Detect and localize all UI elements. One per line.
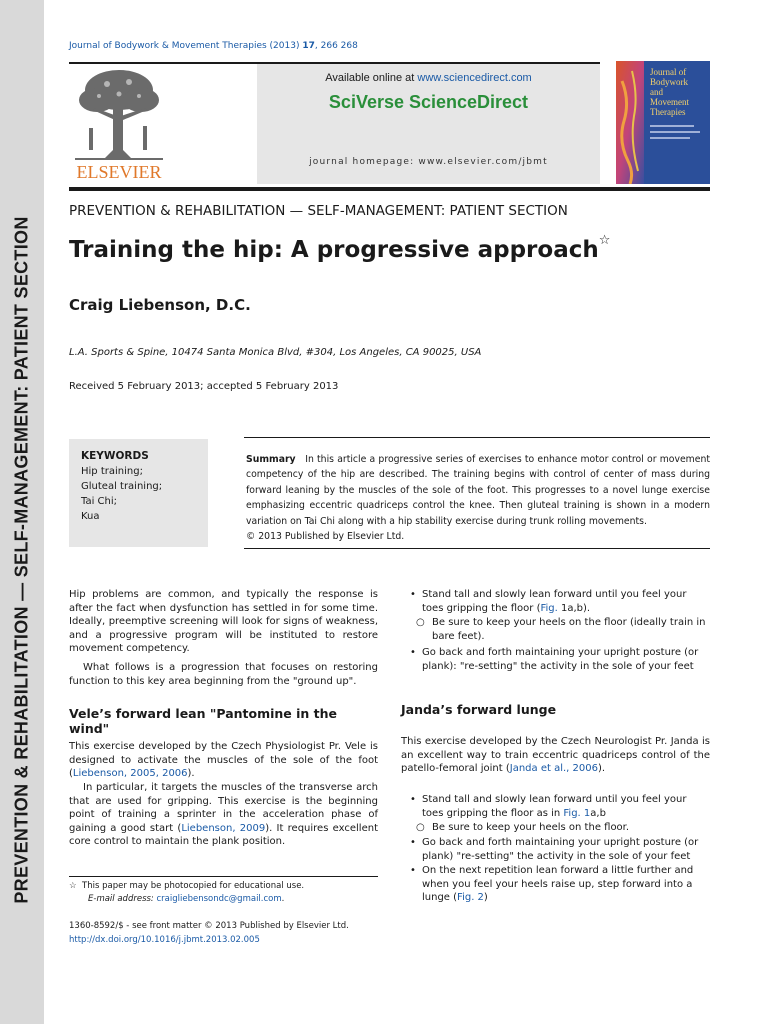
- keywords-title: KEYWORDS: [81, 450, 149, 462]
- summary-text: In this article a progressive series of exercises to enhance motor control or movement competency of the hip are described. The training begins with control of center of mass during forward leaning by the muscles of the sole of the foot. This progresses to a novel lunge exercise emphasizing eccentric quadriceps control the knee. Then gluteal training is shown in a modern variation on Tai Chi along with a hip stability exercise during trunk rolling movements.: [246, 454, 710, 527]
- citation-link[interactable]: Liebenson, 2005, 2006: [72, 768, 188, 780]
- cover-title-line: and: [650, 87, 663, 97]
- doi-link[interactable]: http://dx.doi.org/10.1016/j.jbmt.2013.02.005: [69, 935, 260, 945]
- figure-link[interactable]: Fig.: [540, 602, 558, 614]
- list-item: ○ Be sure to keep your heels on the floor.: [416, 822, 630, 833]
- keyword-item: Tai Chi;: [81, 496, 118, 507]
- footnote: ☆ This paper may be photocopied for educational use.: [69, 881, 305, 891]
- list-item: • Stand tall and slowly lean forward until you feel your toes gripping the floor (Fig. 1a,b).: [410, 589, 687, 614]
- janda-paragraph: This exercise developed by the Czech Neurologist Pr. Janda is an excellent way to train eccentric quadriceps control of the patello-femoral joint (Janda et al., 2006).: [401, 736, 710, 775]
- list-item: ○ Be sure to keep your heels on the floor (ideally train in bare feet).: [416, 617, 706, 642]
- sciverse-brand: SciVerse ScienceDirect: [328, 92, 529, 112]
- journal-citation-line[interactable]: Journal of Bodywork & Movement Therapies (2013) 17, 266 268: [69, 41, 358, 51]
- keyword-item: Hip training;: [81, 466, 143, 477]
- list-item: • Stand tall and slowly lean forward until you feel your toes gripping the floor as in Fig. 1a,b: [410, 794, 687, 819]
- email-footnote: E-mail address: craigliebensondc@gmail.com.: [88, 894, 285, 904]
- list-item: • Go back and forth maintaining your upright posture (or plank): "re-setting" the activity in the sole of your feet: [410, 647, 699, 672]
- available-prefix: Available online at: [325, 72, 418, 84]
- summary-bottom-rule: [244, 548, 710, 549]
- summary-top-rule: [244, 437, 710, 438]
- available-online-line: [257, 72, 600, 84]
- journal-cover-image: [616, 61, 710, 184]
- elsevier-wordmark: ELSEVIER: [76, 162, 162, 182]
- issn-line: 1360-8592/$ - see front matter © 2013 Published by Elsevier Ltd.: [69, 921, 349, 931]
- cover-title-line: Movement: [650, 97, 689, 107]
- vele-paragraph: This exercise developed by the Czech Physiologist Pr. Vele is designed to activate the muscles of the sole of the foot (Liebenson, 2005, 2006).: [69, 741, 378, 780]
- list-item: • Go back and forth maintaining your upright posture (or plank) "re-setting" the activity in the sole of your feet: [410, 837, 699, 862]
- cover-title-line: Bodywork: [650, 77, 688, 87]
- footnote-rule: [69, 876, 378, 877]
- keyword-item: Gluteal training;: [81, 481, 163, 492]
- list-item: • On the next repetition lean forward a little further and when you feel your heels raise up, step forward into a lunge (Fig. 2): [410, 865, 694, 904]
- title-footnote-mark[interactable]: ☆: [598, 233, 611, 248]
- article-title-text: Training the hip: A progressive approach: [69, 237, 599, 263]
- author-name: Craig Liebenson, D.C.: [69, 296, 251, 314]
- footnote-mark: ☆: [69, 881, 77, 891]
- journal-name: Journal of Bodywork & Movement Therapies (2013): [69, 41, 300, 51]
- summary-copyright: © 2013 Published by Elsevier Ltd.: [246, 531, 405, 543]
- summary-label: Summary: [246, 454, 296, 465]
- keyword-item: Kua: [81, 511, 100, 522]
- sciencedirect-link[interactable]: www.sciencedirect.com: [417, 72, 532, 84]
- janda-heading: Janda’s forward lunge: [401, 702, 557, 717]
- figure-link[interactable]: Fig. 2: [457, 892, 484, 904]
- summary-abstract: [246, 452, 710, 544]
- vele-heading: Vele’s forward lean "Pantomine in the wind": [69, 706, 338, 736]
- figure-link[interactable]: Fig. 1: [563, 807, 591, 819]
- vele-paragraph: In particular, it targets the muscles of the transverse arch that are used for gripping. This exercise is the beginning point of training a sprinter in the acceleration phase of gaining a good start (Liebenson, 2009). It requires excellent core control to maintain the plank position.: [69, 782, 378, 848]
- cover-title-line: Therapies: [650, 107, 686, 117]
- section-heading: PREVENTION & REHABILITATION — SELF-MANAGEMENT: PATIENT SECTION: [69, 203, 568, 219]
- journal-homepage[interactable]: journal homepage: www.elsevier.com/jbmt: [309, 157, 548, 167]
- intro-paragraph: What follows is a progression that focuses on restoring function to this key area beginning from the "ground up".: [69, 662, 378, 687]
- cover-title-line: Journal of: [650, 67, 687, 77]
- elsevier-logo: [69, 66, 169, 182]
- journal-volume: 17: [302, 41, 315, 51]
- received-dates: Received 5 February 2013; accepted 5 February 2013: [69, 381, 339, 392]
- side-section-label: PREVENTION & REHABILITATION — SELF-MANAGEMENT: PATIENT SECTION: [11, 216, 32, 904]
- header-bottom-rule: [69, 187, 710, 191]
- citation-link[interactable]: Liebenson, 2009: [181, 822, 266, 834]
- journal-pages: 266 268: [320, 41, 358, 51]
- citation-link[interactable]: Janda et al., 2006: [509, 763, 598, 775]
- author-email-link[interactable]: craigliebensondc@gmail.com: [156, 894, 282, 904]
- article-title: [69, 233, 611, 263]
- author-affiliation: L.A. Sports & Spine, 10474 Santa Monica Blvd, #304, Los Angeles, CA 90025, USA: [69, 347, 482, 358]
- intro-paragraph: Hip problems are common, and typically the response is after the fact when dysfunction has settled in for some time. Ideally, preemptive screening will look for signs of weakness, and a progressive program will be instituted to restore movement competency.: [69, 589, 378, 655]
